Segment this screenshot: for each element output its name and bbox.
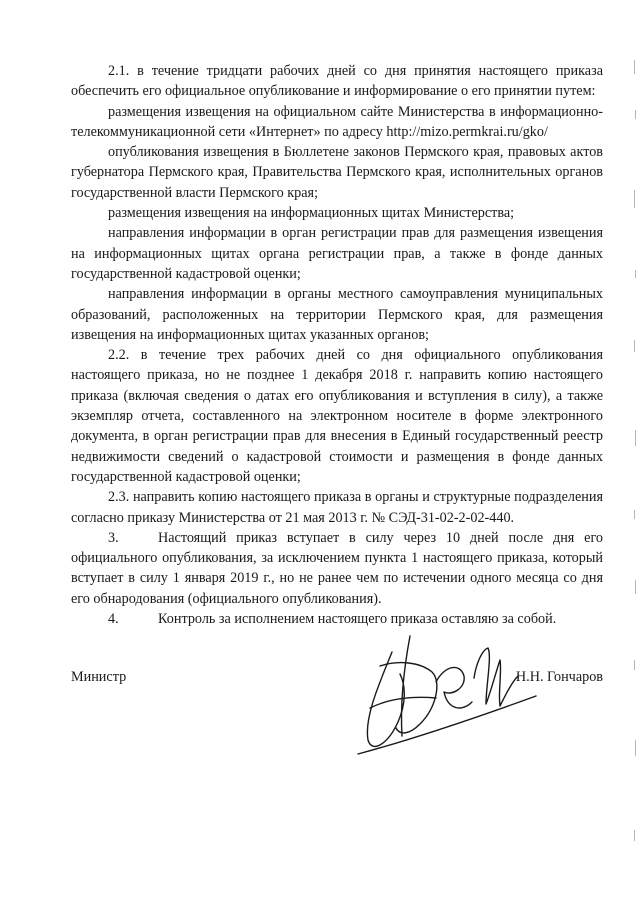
paragraph-2-1: 2.1. в течение тридцати рабочих дней со дня принятия настоящего приказа обеспечить его официальное опубликование и информирование о его принятии путем:: [71, 63, 603, 100]
paragraph-website: размещения извещения на официальном сайте Министерства в информационно-телекоммуникационной сети «Интернет» по адресу http://mizo.permkrai.ru/gko/: [71, 103, 603, 140]
paragraph-3-text: Настоящий приказ вступает в силу через 10 дней после дня его официального опубликования, за исключением пункта 1 настоящего приказа, который вступает в силу 1 января 2019 г., но не ранее чем по истечении одного месяца со дня его обнародования (официального опубликования).: [71, 529, 603, 607]
paragraph-4: [71, 609, 603, 629]
paragraph-local-government: направления информации в органы местного самоуправления муниципальных образований, расположенных на территории Пермского края, для размещения извещения на информационных щитах указанных органов;: [71, 286, 603, 343]
paragraph-4-number: 4.: [108, 611, 119, 628]
paragraph-2-3: 2.3. направить копию настоящего приказа в органы и структурные подразделения согласно приказу Министерства от 21 мая 2013 г. № СЭД-31-02-2-02-440.: [71, 489, 603, 526]
paragraph-3-number: 3.: [108, 529, 119, 546]
paragraph-3: [71, 528, 603, 609]
signatory-name: Н.Н. Гончаров: [515, 669, 603, 685]
scan-edge-noise: [632, 40, 638, 880]
paragraph-bulletin: опубликования извещения в Бюллетене законов Пермского края, правовых актов губернатора Пермского края, Правительства Пермского края, исполнительных органов государственной власти Пермского края;: [71, 144, 603, 201]
signature-row: [71, 667, 603, 691]
document-body: [71, 61, 603, 629]
paragraph-2-2: 2.2. в течение трех рабочих дней со дня официального опубликования настоящего приказа, но не позднее 1 декабря 2018 г. направить копию настоящего приказа (включая сведения о датах его опубликования и вступления в силу), а также экземпляр отчета, составленного на электронном носителе в форме электронного документа, в орган регистрации прав для внесения в Единый государственный реестр недвижимости сведений о кадастровой стоимости и размещения в фонде данных государственной кадастровой оценки;: [71, 347, 603, 485]
paragraph-registration-authority: направления информации в орган регистрации прав для размещения извещения на информационных щитах органа регистрации прав, а также в фонде данных государственной кадастровой оценки;: [71, 225, 603, 282]
paragraph-4-text: Контроль за исполнением настоящего приказа оставляю за собой.: [158, 611, 557, 628]
signatory-title: Министр: [71, 669, 127, 685]
paragraph-ministry-boards: размещения извещения на информационных щитах Министерства;: [108, 205, 515, 222]
